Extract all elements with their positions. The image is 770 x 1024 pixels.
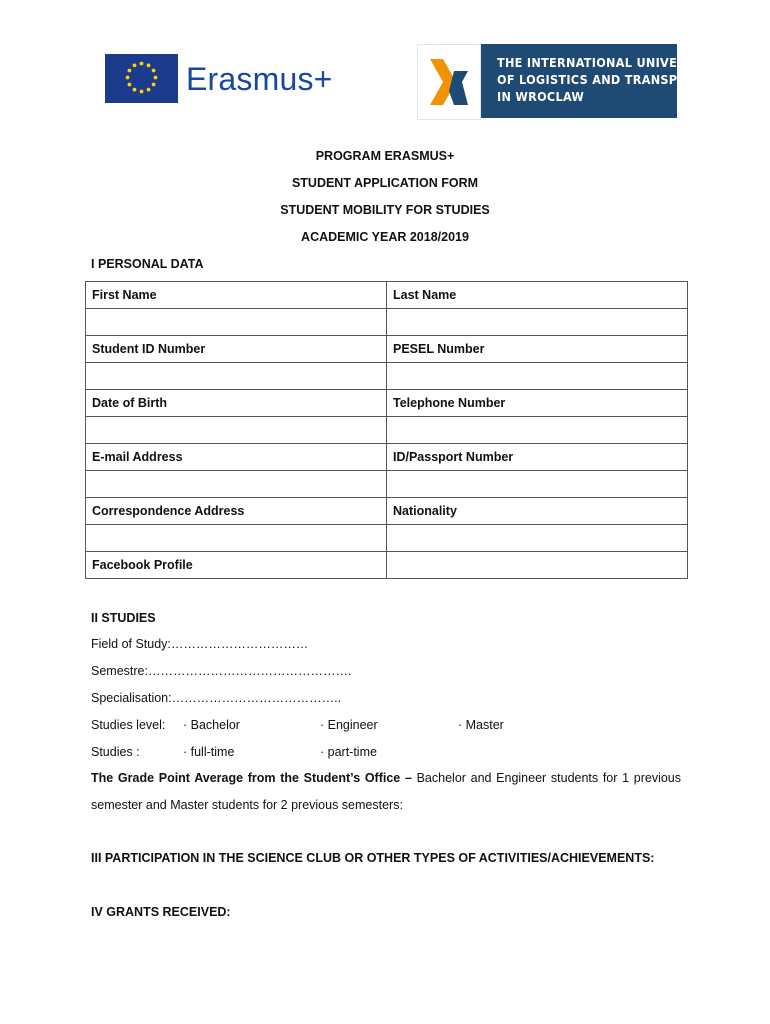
table-row — [86, 552, 688, 579]
academic-year-title: ACADEMIC YEAR 2018/2019 — [301, 230, 469, 244]
studies-level-label: Studies level: — [91, 718, 166, 732]
telephone-label: Telephone Number — [387, 390, 688, 417]
first-name-label: First Name — [86, 282, 387, 309]
eu-flag-icon — [105, 54, 178, 103]
student-id-field[interactable] — [86, 363, 387, 390]
studies-heading: II STUDIES — [91, 611, 156, 625]
table-row — [86, 525, 688, 552]
grants-heading: IV GRANTS RECEIVED: — [91, 905, 231, 919]
nationality-field[interactable] — [387, 525, 688, 552]
mobility-title: STUDENT MOBILITY FOR STUDIES — [280, 203, 490, 217]
facebook-profile-label: Facebook Profile — [86, 552, 387, 579]
level-option-bachelor[interactable]: · Bachelor — [183, 718, 240, 732]
passport-label: ID/Passport Number — [387, 444, 688, 471]
last-name-label: Last Name — [387, 282, 688, 309]
university-name-line-2: OF LOGISTICS AND TRANSPORT — [497, 72, 704, 87]
level-option-master[interactable]: · Master — [458, 718, 504, 732]
email-field[interactable] — [86, 471, 387, 498]
table-row — [86, 498, 688, 525]
level-option-engineer[interactable]: · Engineer — [320, 718, 378, 732]
erasmus-wordmark: Erasmus+ — [186, 60, 333, 97]
gpa-paragraph — [91, 765, 681, 819]
mode-option-part-time[interactable]: · part-time — [320, 745, 377, 759]
table-row — [86, 309, 688, 336]
pesel-label: PESEL Number — [387, 336, 688, 363]
field-of-study-line[interactable]: Field of Study:…………………………… — [91, 637, 309, 651]
table-row — [86, 417, 688, 444]
passport-field[interactable] — [387, 471, 688, 498]
university-emblem-icon — [417, 44, 481, 120]
gpa-bold-text: The Grade Point Average from the Student’s Office – — [91, 771, 412, 785]
mode-option-full-time[interactable]: · full-time — [183, 745, 235, 759]
correspondence-address-field[interactable] — [86, 525, 387, 552]
table-row — [86, 282, 688, 309]
table-row — [86, 390, 688, 417]
telephone-field[interactable] — [387, 417, 688, 444]
personal-data-table — [85, 281, 688, 579]
table-row — [86, 336, 688, 363]
program-title: PROGRAM ERASMUS+ — [315, 149, 455, 163]
facebook-profile-field[interactable] — [387, 552, 688, 579]
table-row — [86, 444, 688, 471]
table-row — [86, 363, 688, 390]
erasmus-logo — [105, 54, 333, 103]
last-name-field[interactable] — [387, 309, 688, 336]
science-club-heading: III PARTICIPATION IN THE SCIENCE CLUB OR OTHER TYPES OF ACTIVITIES/ACHIEVEMENTS: — [91, 851, 655, 865]
university-name-line-3: IN WROCLAW — [497, 89, 585, 104]
date-of-birth-label: Date of Birth — [86, 390, 387, 417]
first-name-field[interactable] — [86, 309, 387, 336]
university-logo — [417, 44, 716, 120]
pesel-field[interactable] — [387, 363, 688, 390]
table-row — [86, 471, 688, 498]
form-title: STUDENT APPLICATION FORM — [291, 176, 479, 190]
email-label: E-mail Address — [86, 444, 387, 471]
date-of-birth-field[interactable] — [86, 417, 387, 444]
studies-mode-label: Studies : — [91, 745, 140, 759]
personal-data-heading: I PERSONAL DATA — [91, 257, 204, 271]
semestre-line[interactable]: Semestre:…………………………………………. — [91, 664, 352, 678]
student-id-label: Student ID Number — [86, 336, 387, 363]
correspondence-address-label: Correspondence Address — [86, 498, 387, 525]
university-name — [481, 44, 716, 118]
specialisation-line[interactable]: Specialisation:………………………………….. — [91, 691, 342, 705]
gpa-text: Bachelor and Engineer students for 1 previous semester and Master students for 2 previous semesters: — [91, 771, 682, 812]
nationality-label: Nationality — [387, 498, 688, 525]
university-name-line-1: THE INTERNATIONAL UNIVERSITY — [497, 55, 716, 70]
